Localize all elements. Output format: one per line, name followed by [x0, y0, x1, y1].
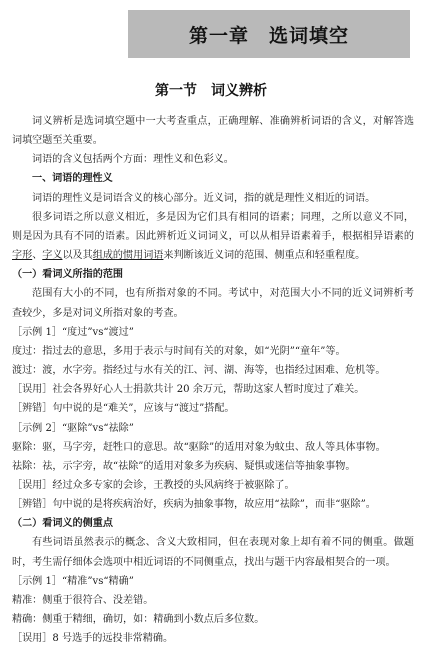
- example-1-line-2: 渡过：渡，水字旁。指经过与水有关的江、河、湖、海等，也指经过困难、危机等。: [12, 365, 386, 377]
- chapter-title: 第一章 选词填空: [128, 10, 410, 58]
- sub1-heading: （一）看词义所指的范围: [12, 269, 124, 281]
- page-content: [12, 112, 414, 648]
- section-title: 第一节 词义辨析: [155, 83, 267, 99]
- example-1-line-3: ［误用］社会各界好心人士捐款共计 20 余万元，帮助这家人暂时度过了难关。: [12, 384, 365, 396]
- part1-p2-separator: 、: [32, 250, 43, 262]
- example-1-label: ［示例 1］“度过”vs“渡过”: [12, 326, 134, 338]
- example-1-line-1: 度过：指过去的意思，多用于表示与时间有关的对象，如“光阴”“童年”等。: [12, 345, 346, 357]
- sub1-paragraph-1: 范围有大小的不同，也有所指对象的不同。考试中，对范围大小不同的近义词辨析考查较少，多是对词义所指对象的考查。: [12, 288, 414, 319]
- underlined-term-idiom: 组成的惯用词语: [92, 250, 164, 262]
- intro-paragraph-1: 词义辨析是选词填空题中一大考查重点，正确理解、准确辨析词语的含义，对解答选词填空题至关重要。: [12, 116, 414, 147]
- example-3-line-2: 精确：侧重于精细，确切，如：精确到小数点后多位数。: [12, 614, 265, 626]
- part1-paragraph-2: [12, 208, 414, 265]
- example-1-line-4: ［辨错］句中说的是“难关”，应该与“渡过”搭配。: [12, 403, 235, 415]
- example-2-line-2: 祛除：祛，示字旁，故“祛除”的适用对象多为疾病、疑惧或迷信等抽象事物。: [12, 460, 356, 472]
- underlined-term-meaning: 字义: [42, 250, 63, 262]
- example-2-line-3: ［误用］经过众多专家的会诊，王教授的头风病终于被驱除了。: [12, 479, 295, 491]
- example-2-line-4: ［辨错］句中说的是将疾病治好，疾病为抽象事物，故应用“祛除”，而非“驱除”。: [12, 499, 376, 511]
- part1-p2-end: 来判断该近义词的范围、侧重点和轻重程度。: [163, 250, 366, 262]
- example-3-label: ［示例 1］“精准”vs“精确”: [12, 575, 134, 587]
- part1-heading: 一、词语的理性义: [32, 173, 113, 185]
- part1-paragraph-1: 词语的理性义是词语含义的核心部分。近义词，指的就是理性义相近的词语。: [32, 192, 376, 204]
- sub2-heading: （二）看词义的侧重点: [12, 518, 113, 530]
- example-3-line-3: ［误用］8 号选手的远投非常精确。: [12, 633, 174, 645]
- example-2-label: ［示例 2］“驱除”vs“祛除”: [12, 422, 134, 434]
- example-2-line-1: 驱除：驱，马字旁，赶牲口的意思。故“驱除”的适用对象为蚊虫、敌人等具体事物。: [12, 441, 386, 453]
- part1-p2-text: 很多词语之所以意义相近，多是因为它们具有相同的语素；同理，之所以意义不同，则是因为具有不同的语素。因此辨析近义词词义，可以从相异语素着手，根据相异语素的: [12, 211, 414, 242]
- intro-paragraph-2: 词语的含义包括两个方面：理性义和色彩义。: [32, 154, 234, 166]
- sub2-paragraph-1: 有些词语虽然表示的概念、含义大致相同，但在表现对象上却有着不同的侧重。做题时，考生需仔细体会选项中相近词语的不同侧重点，找出与题干内容最相契合的一项。: [12, 537, 414, 568]
- example-3-line-1: 精准：侧重于很符合、没差错。: [12, 594, 154, 606]
- part1-p2-mid: 以及其: [62, 250, 93, 262]
- underlined-term-glyph: 字形: [12, 250, 33, 262]
